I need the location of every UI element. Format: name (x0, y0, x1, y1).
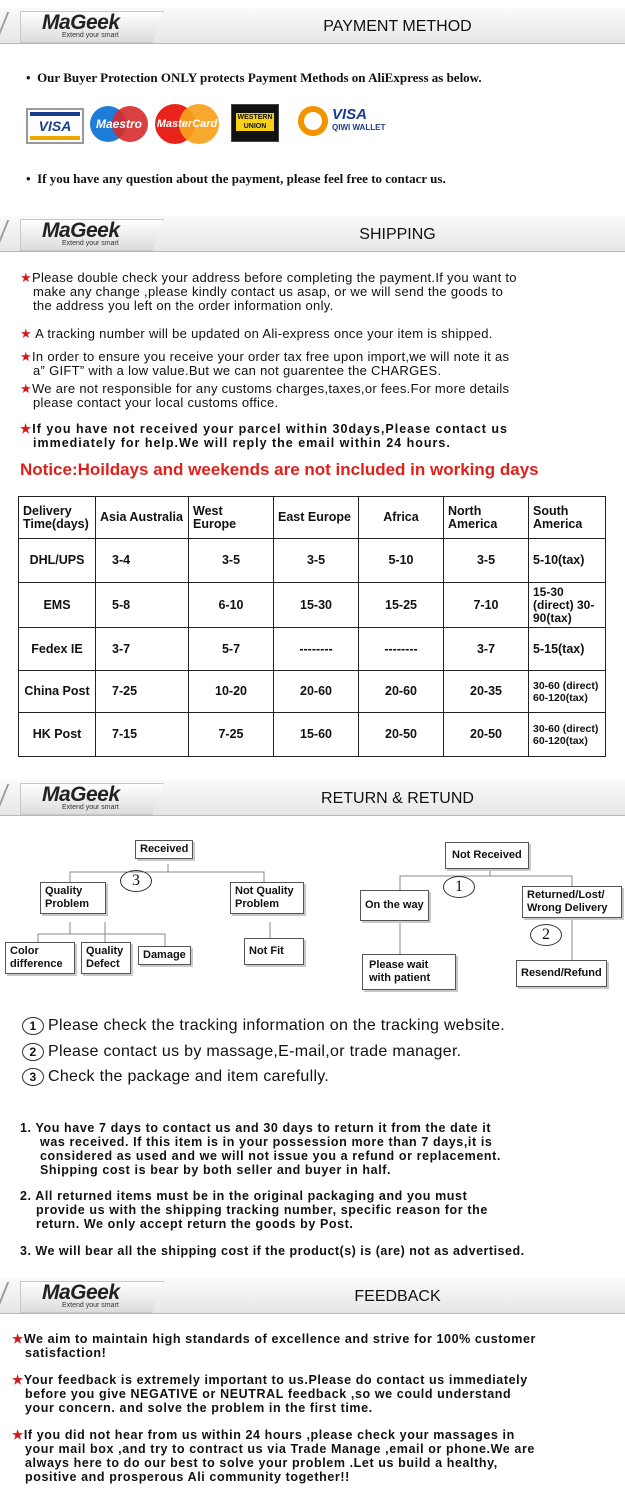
table-header-cell: South America (529, 497, 606, 539)
star-icon: ★ (20, 326, 32, 341)
star-icon: ★ (12, 1332, 24, 1346)
step-line: 2 Please contact us by massage,E-mail,or trade manager. (22, 1043, 461, 1061)
resend-refund-box: Resend/Refund (516, 960, 607, 987)
feedback-note: ★We aim to maintain high standards of excellence and strive for 100% customer satisfaction! (12, 1332, 536, 1360)
table-cell: 6-10 (189, 583, 274, 628)
section-title: FEEDBACK (354, 1288, 441, 1305)
star-icon: ★ (20, 349, 32, 364)
table-cell: 7-25 (96, 671, 189, 713)
table-cell: 7-10 (444, 583, 529, 628)
brand-tagline: Extend your smart (62, 240, 119, 247)
table-cell: 15-30 (direct) 30-90(tax) (529, 583, 606, 628)
payment-intro: • Our Buyer Protection ONLY protects Payment Methods on AliExpress as below. (26, 70, 482, 85)
table-cell: China Post (19, 671, 96, 713)
table-header-cell: East Europe (274, 497, 359, 539)
table-cell: 30-60 (direct) 60-120(tax) (529, 671, 606, 713)
table-cell: 3-7 (96, 628, 189, 671)
not-quality-problem-box: Not Quality Problem (230, 882, 304, 914)
visa-card-icon: VISA (26, 108, 84, 144)
table-header-cell: West Europe (189, 497, 274, 539)
feedback-note: ★If you did not hear from us within 24 hours ,please check your massages in your mail box ,and try to contract us via Trade Manage ,email or phone.We are always here to do our best to solve your problem .Let us build a healthy, positive and prosperous Ali community together!! (12, 1428, 535, 1484)
quality-defect-box: Quality Defect (81, 942, 131, 974)
step-1-marker: 1 (443, 876, 475, 898)
table-cell: EMS (19, 583, 96, 628)
table-cell: 20-35 (444, 671, 529, 713)
on-the-way-box: On the way (360, 890, 429, 921)
shipping-note: ★We are not responsible for any customs charges,taxes,or fees.For more details please contact your local customs office. (20, 381, 510, 410)
damage-box: Damage (138, 946, 191, 965)
table-cell: 3-5 (189, 539, 274, 583)
policy-item: 2. All returned items must be in the original packaging and you must provide us with the shipping tracking number, specific reason for the return. We only accept return the goods by Post. (20, 1189, 488, 1231)
table-cell: 20-60 (359, 671, 444, 713)
shipping-note: ★ A tracking number will be updated on Ali-express once your item is shipped. (20, 326, 493, 341)
table-cell: 20-60 (274, 671, 359, 713)
qiwi-visa-icon: VISA QIWI WALLET (298, 104, 394, 144)
payment-question: • If you have any question about the payment, please feel free to contacr us. (26, 171, 446, 186)
step-line: 1 Please check the tracking information on the tracking website. (22, 1017, 505, 1035)
table-cell: 15-25 (359, 583, 444, 628)
quality-problem-box: Quality Problem (40, 882, 106, 914)
received-box: Received (135, 840, 193, 859)
table-cell: 5-10 (359, 539, 444, 583)
policy-item: 3. We will bear all the shipping cost if the product(s) is (are) not as advertised. (20, 1244, 525, 1258)
brand-logo: MaGeek (42, 1281, 120, 1304)
returned-lost-box: Returned/Lost/ Wrong Delivery (522, 886, 622, 918)
star-icon: ★ (20, 422, 33, 436)
western-union-icon: WESTERN UNION (231, 104, 279, 142)
table-cell: 3-5 (444, 539, 529, 583)
table-cell: 5-8 (96, 583, 189, 628)
table-header-cell: Delivery Time(days) (19, 497, 96, 539)
brand-tagline: Extend your smart (62, 32, 119, 39)
table-cell: 15-30 (274, 583, 359, 628)
shipping-note: ★If you have not received your parcel within 30days,Please contact us immediately for help.We will reply the email within 24 hours. (20, 422, 509, 450)
shipping-note: ★Please double check your address before completing the payment.If you want to make any change ,please kindly contact us asap, or we will send the goods to the address you left on the order information only. (20, 270, 517, 313)
table-cell: 3-5 (274, 539, 359, 583)
please-wait-box: Please wait with patient (362, 954, 456, 990)
star-icon: ★ (12, 1428, 24, 1442)
table-header-cell: Asia Australia (96, 497, 189, 539)
table-cell: 20-50 (359, 713, 444, 757)
table-header-cell: Africa (359, 497, 444, 539)
table-header-cell: North America (444, 497, 529, 539)
brand-logo: MaGeek (42, 11, 120, 34)
feedback-note: ★Your feedback is extremely important to us.Please do contact us immediately before you give NEGATIVE or NEUTRAL feedback ,so we could understand your concern. and solve the problem in the first time. (12, 1373, 528, 1415)
table-cell: DHL/UPS (19, 539, 96, 583)
table-cell: 5-15(tax) (529, 628, 606, 671)
star-icon: ★ (20, 381, 32, 396)
not-received-box: Not Received (445, 842, 529, 869)
table-cell: 5-10(tax) (529, 539, 606, 583)
table-cell: 5-7 (189, 628, 274, 671)
table-cell: 15-60 (274, 713, 359, 757)
brand-tagline: Extend your smart (62, 1302, 119, 1309)
step-3-marker: 3 (120, 870, 152, 892)
section-title: RETURN & RETUND (321, 790, 474, 807)
feedback-header (0, 1278, 625, 1314)
color-difference-box: Color difference (5, 942, 75, 974)
table-cell: -------- (359, 628, 444, 671)
table-cell: -------- (274, 628, 359, 671)
brand-tagline: Extend your smart (62, 804, 119, 811)
table-cell: 10-20 (189, 671, 274, 713)
notice-text: Notice:Hoildays and weekends are not included in working days (20, 460, 539, 479)
brand-logo: MaGeek (42, 219, 120, 242)
table-cell: HK Post (19, 713, 96, 757)
section-title: PAYMENT METHOD (323, 18, 472, 35)
shipping-note: ★In order to ensure you receive your order tax free upon import,we will note it as a” GIFT” with a low value.But we can not guarentee the CHARGES. (20, 349, 510, 378)
table-cell: 30-60 (direct) 60-120(tax) (529, 713, 606, 757)
table-cell: 20-50 (444, 713, 529, 757)
policy-item: 1. You have 7 days to contact us and 30 days to return it from the date it was received. If this item is in your possession more than 7 days,it is considered as used and we will not issue you a refund or replacement. Shipping cost is bear by both seller and buyer in half. (20, 1121, 501, 1177)
star-icon: ★ (20, 270, 32, 285)
brand-logo: MaGeek (42, 783, 120, 806)
not-fit-box: Not Fit (244, 938, 304, 965)
table-cell: 3-4 (96, 539, 189, 583)
section-title: SHIPPING (359, 226, 436, 243)
mastercard-icon: MasterCard (155, 104, 219, 144)
step-line: 3 Check the package and item carefully. (22, 1068, 329, 1086)
table-cell: Fedex IE (19, 628, 96, 671)
step-2-marker: 2 (530, 924, 562, 946)
table-cell: 7-15 (96, 713, 189, 757)
star-icon: ★ (12, 1373, 24, 1387)
maestro-card-icon: Maestro (90, 104, 148, 144)
table-cell: 3-7 (444, 628, 529, 671)
table-cell: 7-25 (189, 713, 274, 757)
